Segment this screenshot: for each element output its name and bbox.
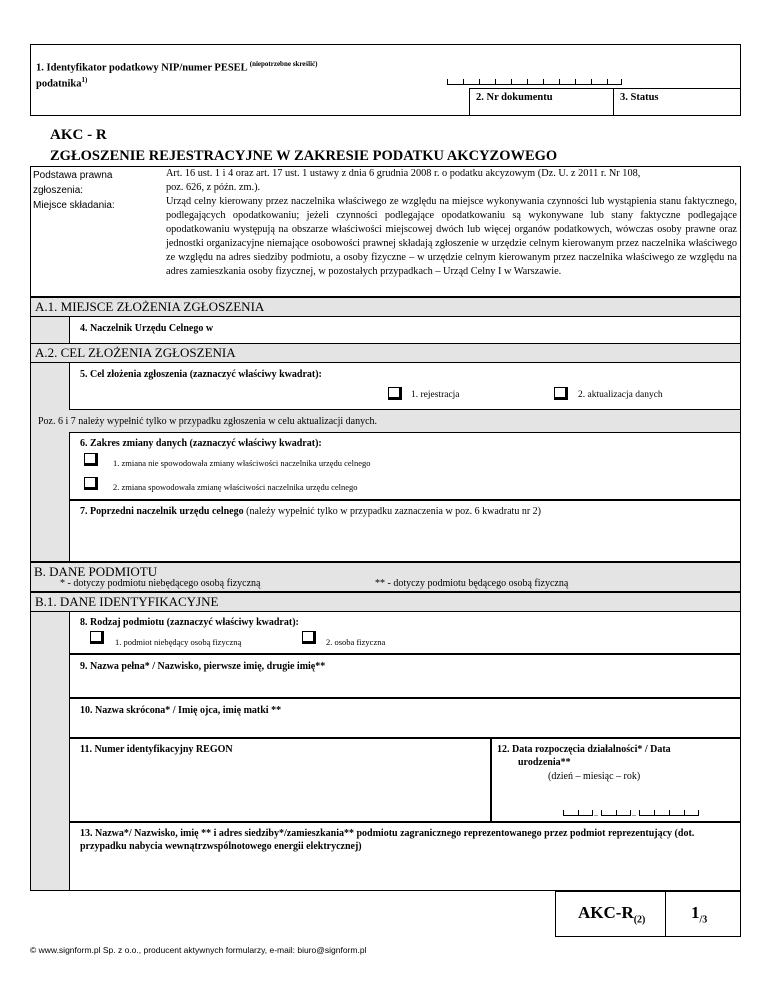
page-total: /3 [699,914,708,926]
start-date-label2: urodzenia** [518,757,571,768]
previous-office-field[interactable] [69,500,741,562]
legal-basis-label2: zgłoszenia: [33,185,84,196]
legal-text [166,167,737,279]
document-number-label: 2. Nr dokumentu [476,92,553,103]
scope-option2-label: 2. zmiana spowodowała zmianę właściwości naczelnika urzędu celnego [113,482,358,492]
taxpayer-text: podatnika [36,78,82,90]
foreign-entity-label: 13. Nazwa*/ Nazwisko, imię ** i adres siedziby*/zamieszkania** podmiotu zagranicznego reprezentowanego przez podmiot reprezentujący (dot. przypadku nabycia wewnątrzwspólnotowego energii elektrycznej) [80,828,695,852]
date-dash-2: – [632,810,636,819]
section-a1-header: A.1. MIEJSCE ZŁOŻENIA ZGŁOSZENIA [30,297,741,317]
date-day-ticks [563,810,593,816]
short-name-field[interactable] [69,698,741,738]
update-label: 2. aktualizacja danych [578,390,663,400]
section-a2-header: A.2. CEL ZŁOŻENIA ZGŁOSZENIA [30,343,741,363]
section-b1-header: B.1. DANE IDENTYFIKACYJNE [30,592,741,612]
status-label: 3. Status [620,92,659,103]
legal-left-labels [33,168,115,213]
scope-label: 6. Zakres zmiany danych (zaznaczyć właściwy kwadrat): [80,438,322,449]
form-id [578,903,645,925]
place-label: Miejsce składania: [33,200,115,211]
nip-input[interactable] [447,79,622,85]
registration-label: 1. rejestracja [411,390,460,400]
scope-option2-checkbox[interactable] [84,477,98,490]
form-id-text: AKC-R [578,903,634,922]
form-title: ZGŁOSZENIE REJESTRACYJNE W ZAKRESIE PODATKU AKCYZOWEGO [50,148,558,164]
start-date-format: (dzień – miesiąc – rok) [548,771,641,782]
start-date-label: 12. Data rozpoczęcia działalności* / Data [497,744,671,755]
date-month-ticks [601,810,631,816]
legal-basis-label: Podstawa prawna [33,170,113,181]
previous-office-label: 7. Poprzedni naczelnik urzędu celnego [80,506,244,517]
customs-office-field[interactable] [69,316,741,344]
update-checkbox[interactable] [554,387,568,400]
registration-checkbox[interactable] [388,387,402,400]
date-dash-1: – [594,810,598,819]
regon-label: 11. Numer identyfikacyjny REGON [80,744,233,755]
section-b-legend1: * - dotyczy podmiotu niebędącego osobą fizyczną [60,578,261,589]
full-name-field[interactable] [69,654,741,698]
update-note: Poz. 6 i 7 należy wypełnić tylko w przypadku zgłoszenia w celu aktualizacji danych. [38,416,378,427]
foreign-entity-field[interactable] [69,822,741,891]
taxpayer-sup: 1) [81,76,88,84]
status-field[interactable] [613,88,741,116]
nip-pesel-label [36,60,317,74]
entity-person-label: 2. osoba fizyczna [326,637,386,647]
regon-field[interactable] [69,738,491,822]
page-current: 1 [691,903,700,922]
taxpayer-label [36,76,87,90]
nip-label-text: 1. Identyfikator podatkowy NIP/numer PESEL [36,62,248,74]
section-b-title: B. DANE PODMIOTU [34,564,158,579]
customs-office-label: 4. Naczelnik Urzędu Celnego w [80,323,214,334]
entity-type-label: 8. Rodzaj podmiotu (zaznaczyć właściwy kwadrat): [80,617,299,628]
scope-option1-label: 1. zmiana nie spowodowała zmiany właściwości naczelnika urzędu celnego [113,458,371,468]
purpose-field [69,362,741,410]
entity-type-field [69,611,741,654]
date-year-ticks [639,810,699,816]
entity-nonperson-label: 1. podmiot niebędący osobą fizyczną [115,637,242,647]
document-number-field[interactable] [469,88,614,116]
form-id-sub: (2) [633,914,646,926]
section-b-legend2: ** - dotyczy podmiotu będącego osobą fizyczną [375,578,569,589]
entity-person-checkbox[interactable] [302,631,316,644]
scope-option1-checkbox[interactable] [84,453,98,466]
page-number [691,903,707,925]
entity-nonperson-checkbox[interactable] [90,631,104,644]
legal-basis-text2: poz. 626, z późn. zm.). [166,182,261,193]
form-code: AKC - R [50,127,107,143]
purpose-label: 5. Cel złożenia zgłoszenia (zaznaczyć właściwy kwadrat): [80,369,322,380]
nip-sup: (niepotrzebne skreślić) [249,60,318,68]
place-text: Urząd celny kierowany przez naczelnika właściwego ze względu na miejsce wykonywania czynności lub wystąpienia stanu faktycznego, podlegających opodatkowaniu; jeżeli czynności podlegające opodatkowaniu są wykonywane lub stany faktyczne podlegające opodatkowaniu występują na obszarze właściwości miejscowej dwóch lub więcej organów podatkowych, wówczas osoby prawne oraz jednostki organizacyjne niemające osobowości prawnej składają zgłoszenie w urzędzie celnym kierowanym przez naczelnika właściwego ze względu na adres siedziby podmiotu, a osoby fizyczne – w urzędzie celnym kierowanym przez naczelnika właściwego ze względu na adres zamieszkania osoby fizycznej, w pozostałych przypadkach – Urząd Celny I w Warszawie. [166,196,737,277]
previous-office-note: (należy wypełnić tylko w przypadku zaznaczenia w poz. 6 kwadratu nr 2) [246,506,541,517]
short-name-label: 10. Nazwa skrócona* / Imię ojca, imię matki ** [80,705,282,716]
legal-basis-text: Art. 16 ust. 1 i 4 oraz art. 17 ust. 1 ustawy z dnia 6 grudnia 2008 r. o podatku akcyzowym (Dz. U. z 2011 r. Nr 108, [166,168,641,179]
full-name-label: 9. Nazwa pełna* / Nazwisko, pierwsze imię, drugie imię** [80,661,326,672]
footer-credit: © www.signform.pl Sp. z o.o., producent aktywnych formularzy, e-mail: biuro@signform.pl [30,945,367,955]
